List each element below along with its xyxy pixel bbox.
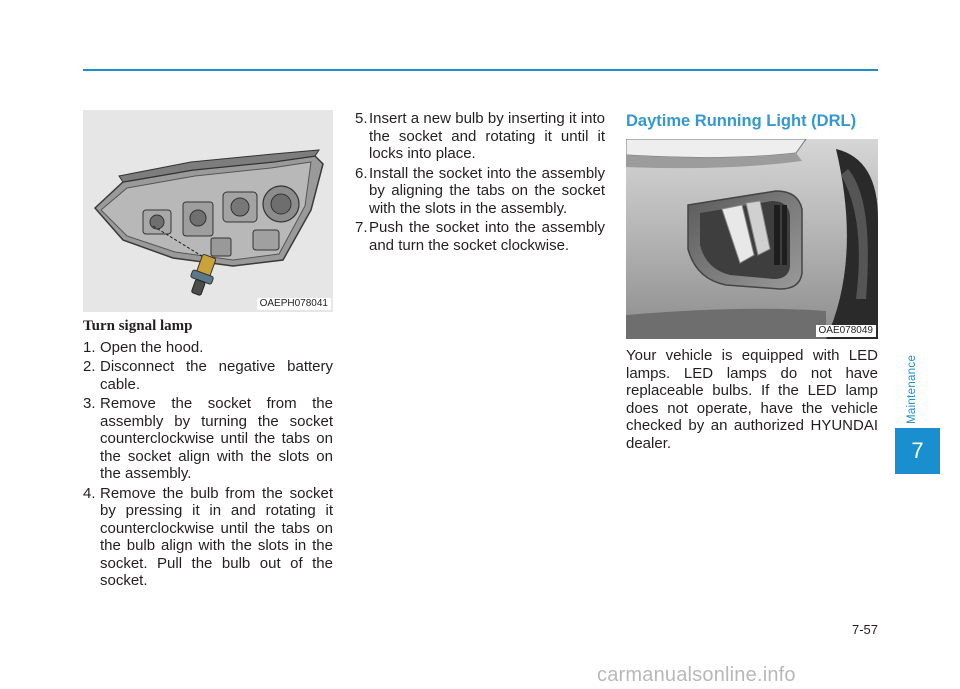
header-rule [83, 69, 878, 71]
middle-column [355, 110, 605, 256]
drl-figure [626, 139, 878, 339]
figure-code-label: OAE078049 [816, 325, 877, 337]
subheading-turn-signal: Turn signal lamp [83, 318, 193, 334]
drl-bumper-illustration [626, 139, 878, 339]
chapter-label: Maintenance [906, 354, 918, 424]
step-item: 4. Remove the bulb from the socket by pressing it in and rotating it counterclockwise until the tabs on the bulb align with the slots in the socket. Pull the bulb out of the socket. [83, 484, 333, 589]
step-item: 7. Push the socket into the assembly and turn the socket clockwise. [355, 219, 605, 254]
step-item: 3. Remove the socket from the assembly by turning the socket counterclockwise until the tabs on the socket align with the slots on the assembly. [83, 395, 333, 482]
right-column [626, 110, 878, 452]
steps-list-middle [355, 110, 605, 254]
step-item: 6. Install the socket into the assembly by aligning the tabs on the socket with the slots in the assembly. [355, 164, 605, 217]
step-item: 1. Open the hood. [83, 338, 204, 356]
headlamp-assembly-figure [83, 110, 333, 312]
figure-code-label: OAEPH078041 [257, 298, 331, 310]
left-column [83, 110, 333, 592]
headlamp-assembly-illustration [83, 110, 333, 312]
section-title-drl: Daytime Running Light (DRL) [626, 112, 857, 130]
watermark: carmanualsonline.info [597, 664, 796, 686]
drl-paragraph: Your vehicle is equipped with LED lamps. LED lamps do not have replaceable bulbs. If the LED lamp does not operate, have the vehicle checked by an authorized HYUNDAI dealer. [626, 347, 878, 452]
step-item: 5. Insert a new bulb by inserting it into the socket and rotating it until it locks into place. [355, 110, 605, 162]
steps-list-left [83, 339, 333, 590]
step-item: 2. Disconnect the negative battery cable. [83, 358, 333, 393]
page-number: 7-57 [851, 622, 878, 637]
chapter-tab: 7 [895, 428, 940, 474]
